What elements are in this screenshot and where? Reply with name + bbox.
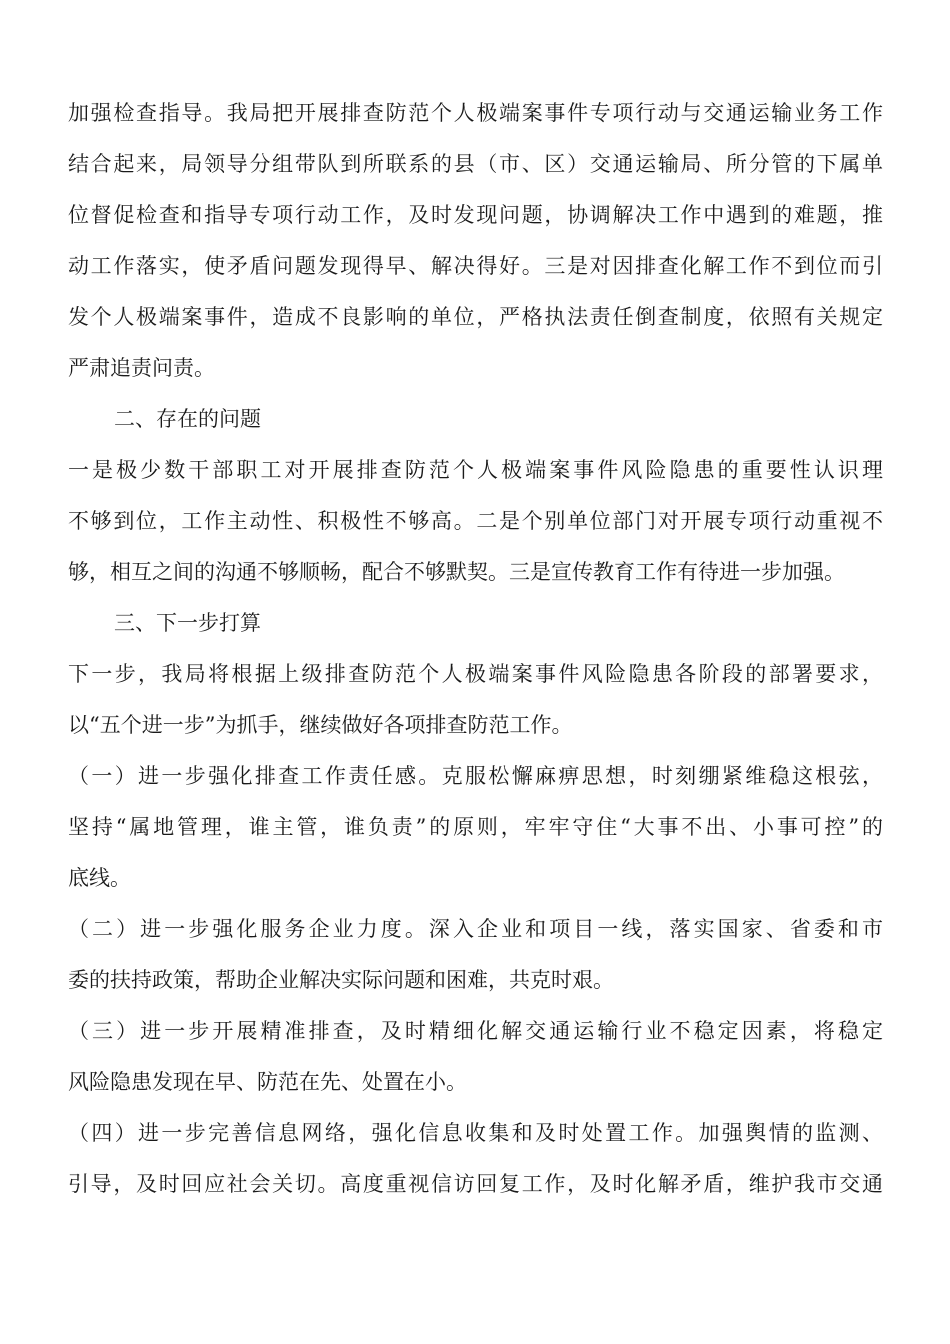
text-line: （二）进一步强化服务企业力度。深入企业和项目一线，落实国家、省委和市 (68, 917, 883, 941)
text-line: 够，相互之间的沟通不够顺畅，配合不够默契。三是宣传教育工作有待进一步加强。 (68, 560, 845, 584)
paragraph-next-steps-intro (68, 649, 883, 751)
text-line: 委的扶持政策，帮助企业解决实际问题和困难，共克时艰。 (68, 968, 614, 992)
text-line: 不够到位，工作主动性、积极性不够高。二是个别单位部门对开展专项行动重视不 (68, 509, 883, 533)
text-line: 下一步，我局将根据上级排查防范个人极端案事件风险隐患各阶段的部署要求， (68, 662, 883, 686)
text-line: 加强检查指导。我局把开展排查防范个人极端案事件专项行动与交通运输业务工作 (68, 101, 883, 125)
paragraph-item-1 (68, 751, 883, 904)
paragraph-problems (68, 445, 883, 598)
text-line: （三）进一步开展精准排查，及时精细化解交通运输行业不稳定因素，将稳定 (68, 1019, 883, 1043)
paragraph-inspection-guidance (68, 88, 883, 394)
text-line: 风险隐患发现在早、防范在先、处置在小。 (68, 1070, 467, 1094)
paragraph-item-4 (68, 1108, 883, 1210)
text-line: 位督促检查和指导专项行动工作，及时发现问题，协调解决工作中遇到的难题，推 (68, 203, 883, 227)
text-line: （四）进一步完善信息网络，强化信息收集和及时处置工作。加强舆情的监测、 (68, 1121, 883, 1145)
paragraph-item-2 (68, 904, 883, 1006)
text-line: 底线。 (68, 866, 131, 890)
section-heading-next-steps: 三、下一步打算 (114, 611, 261, 635)
text-line: 严肃追责问责。 (68, 356, 215, 380)
text-line: 一是极少数干部职工对开展排查防范个人极端案事件风险隐患的重要性认识理 (68, 458, 883, 482)
section-heading-problems: 二、存在的问题 (114, 407, 261, 431)
text-line: 动工作落实，使矛盾问题发现得早、解决得好。三是对因排查化解工作不到位而引 (68, 254, 883, 278)
text-line: 以“五个进一步”为抓手，继续做好各项排查防范工作。 (68, 713, 573, 737)
paragraph-item-3 (68, 1006, 883, 1108)
text-line: 坚持“属地管理，谁主管，谁负责”的原则，牢牢守住“大事不出、小事可控”的 (68, 815, 883, 839)
text-line: 结合起来，局领导分组带队到所联系的县（市、区）交通运输局、所分管的下属单 (68, 152, 883, 176)
text-line: 引导，及时回应社会关切。高度重视信访回复工作，及时化解矛盾，维护我市交通 (68, 1172, 883, 1196)
text-line: 发个人极端案事件，造成不良影响的单位，严格执法责任倒查制度，依照有关规定 (68, 305, 883, 329)
text-line: （一）进一步强化排查工作责任感。克服松懈麻痹思想，时刻绷紧维稳这根弦， (68, 764, 883, 788)
